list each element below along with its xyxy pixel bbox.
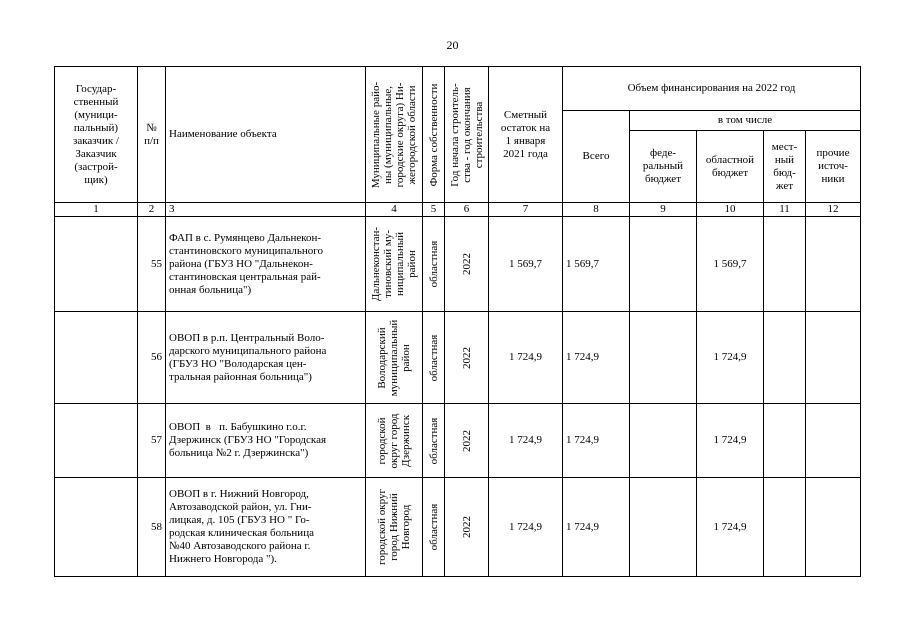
header-object-name: Наименование объекта: [166, 67, 366, 203]
header-ownership: Форма собственности: [423, 67, 445, 203]
table-row: [55, 312, 861, 404]
ownership: областная: [423, 404, 445, 478]
regional: 1 724,9: [697, 404, 764, 478]
other: [806, 478, 861, 577]
column-number: 9: [630, 203, 697, 217]
customer-cell: [55, 404, 138, 478]
customer-cell: [55, 312, 138, 404]
column-number: 2: [138, 203, 166, 217]
other: [806, 404, 861, 478]
column-number: 6: [445, 203, 489, 217]
column-number: 3: [166, 203, 366, 217]
district: городской округ город Нижний Новгород: [366, 478, 423, 577]
header-regional: областной бюджет: [697, 131, 764, 203]
column-number: 10: [697, 203, 764, 217]
federal: [630, 217, 697, 312]
header-district: Муниципальные райо- ны (муниципальные, городские округа) Ни- жегородской области: [366, 67, 423, 203]
local: [764, 404, 806, 478]
district: городской округ город Дзержинск: [366, 404, 423, 478]
local: [764, 312, 806, 404]
column-number: 7: [489, 203, 563, 217]
regional: 1 724,9: [697, 312, 764, 404]
years: 2022: [445, 312, 489, 404]
local: [764, 217, 806, 312]
column-number: 5: [423, 203, 445, 217]
table-row: [55, 404, 861, 478]
table-row: [55, 217, 861, 312]
header-local: мест- ный бюд- жет: [764, 131, 806, 203]
column-number: 11: [764, 203, 806, 217]
header-years: Год начала строитель- ства - год окончания строительства: [445, 67, 489, 203]
object-name: ОВОП в п. Бабушкино г.о.г. Дзержинск (ГБУЗ НО "Городская больница №2 г. Дзержинска"): [166, 404, 366, 478]
local: [764, 478, 806, 577]
years: 2022: [445, 404, 489, 478]
row-number: 56: [138, 312, 166, 404]
federal: [630, 478, 697, 577]
header-estimate: Сметный остаток на 1 января 2021 года: [489, 67, 563, 203]
financing-table: [54, 66, 861, 577]
column-numbers-row: [55, 203, 861, 217]
header-financing: Объем финансирования на 2022 год: [563, 67, 861, 111]
federal: [630, 312, 697, 404]
ownership: областная: [423, 478, 445, 577]
row-number: 58: [138, 478, 166, 577]
district: Дальнеконстан- тиновский му- ниципальный район: [366, 217, 423, 312]
column-number: 8: [563, 203, 630, 217]
object-name: ФАП в с. Румянцево Дальнекон- стантиновского муниципального района (ГБУЗ НО "Дальнекон- стантиновская центральная рай- онная больница"): [166, 217, 366, 312]
federal: [630, 404, 697, 478]
district: Володарский муниципальный район: [366, 312, 423, 404]
ownership: областная: [423, 312, 445, 404]
header-federal: феде- ральный бюджет: [630, 131, 697, 203]
page-number: 20: [446, 38, 459, 52]
estimate: 1 724,9: [489, 404, 563, 478]
estimate: 1 724,9: [489, 478, 563, 577]
header-including: в том числе: [630, 111, 861, 131]
regional: 1 569,7: [697, 217, 764, 312]
regional: 1 724,9: [697, 478, 764, 577]
column-number: 4: [366, 203, 423, 217]
header-other: прочие источ- ники: [806, 131, 861, 203]
ownership: областная: [423, 217, 445, 312]
table-row: [55, 478, 861, 577]
total: 1 724,9: [563, 312, 630, 404]
object-name: ОВОП в г. Нижний Новгород, Автозаводской район, ул. Гни- лицкая, д. 105 (ГБУЗ НО " Го- родская клиническая больница №40 Автозаводского района г. Нижнего Новгорода ").: [166, 478, 366, 577]
header-customer: Государ- ственный (муници- пальный) заказчик / Заказчик (застрой- щик): [55, 67, 138, 203]
other: [806, 217, 861, 312]
customer-cell: [55, 217, 138, 312]
column-number: 1: [55, 203, 138, 217]
column-number: 12: [806, 203, 861, 217]
row-number: 57: [138, 404, 166, 478]
header-number: № п/п: [138, 67, 166, 203]
years: 2022: [445, 478, 489, 577]
years: 2022: [445, 217, 489, 312]
estimate: 1 569,7: [489, 217, 563, 312]
total: 1 724,9: [563, 478, 630, 577]
customer-cell: [55, 478, 138, 577]
row-number: 55: [138, 217, 166, 312]
other: [806, 312, 861, 404]
estimate: 1 724,9: [489, 312, 563, 404]
total: 1 569,7: [563, 217, 630, 312]
total: 1 724,9: [563, 404, 630, 478]
object-name: ОВОП в р.п. Центральный Воло- дарского муниципального района (ГБУЗ НО "Володарская цен- тральная районная больница"): [166, 312, 366, 404]
header-total: Всего: [563, 111, 630, 203]
